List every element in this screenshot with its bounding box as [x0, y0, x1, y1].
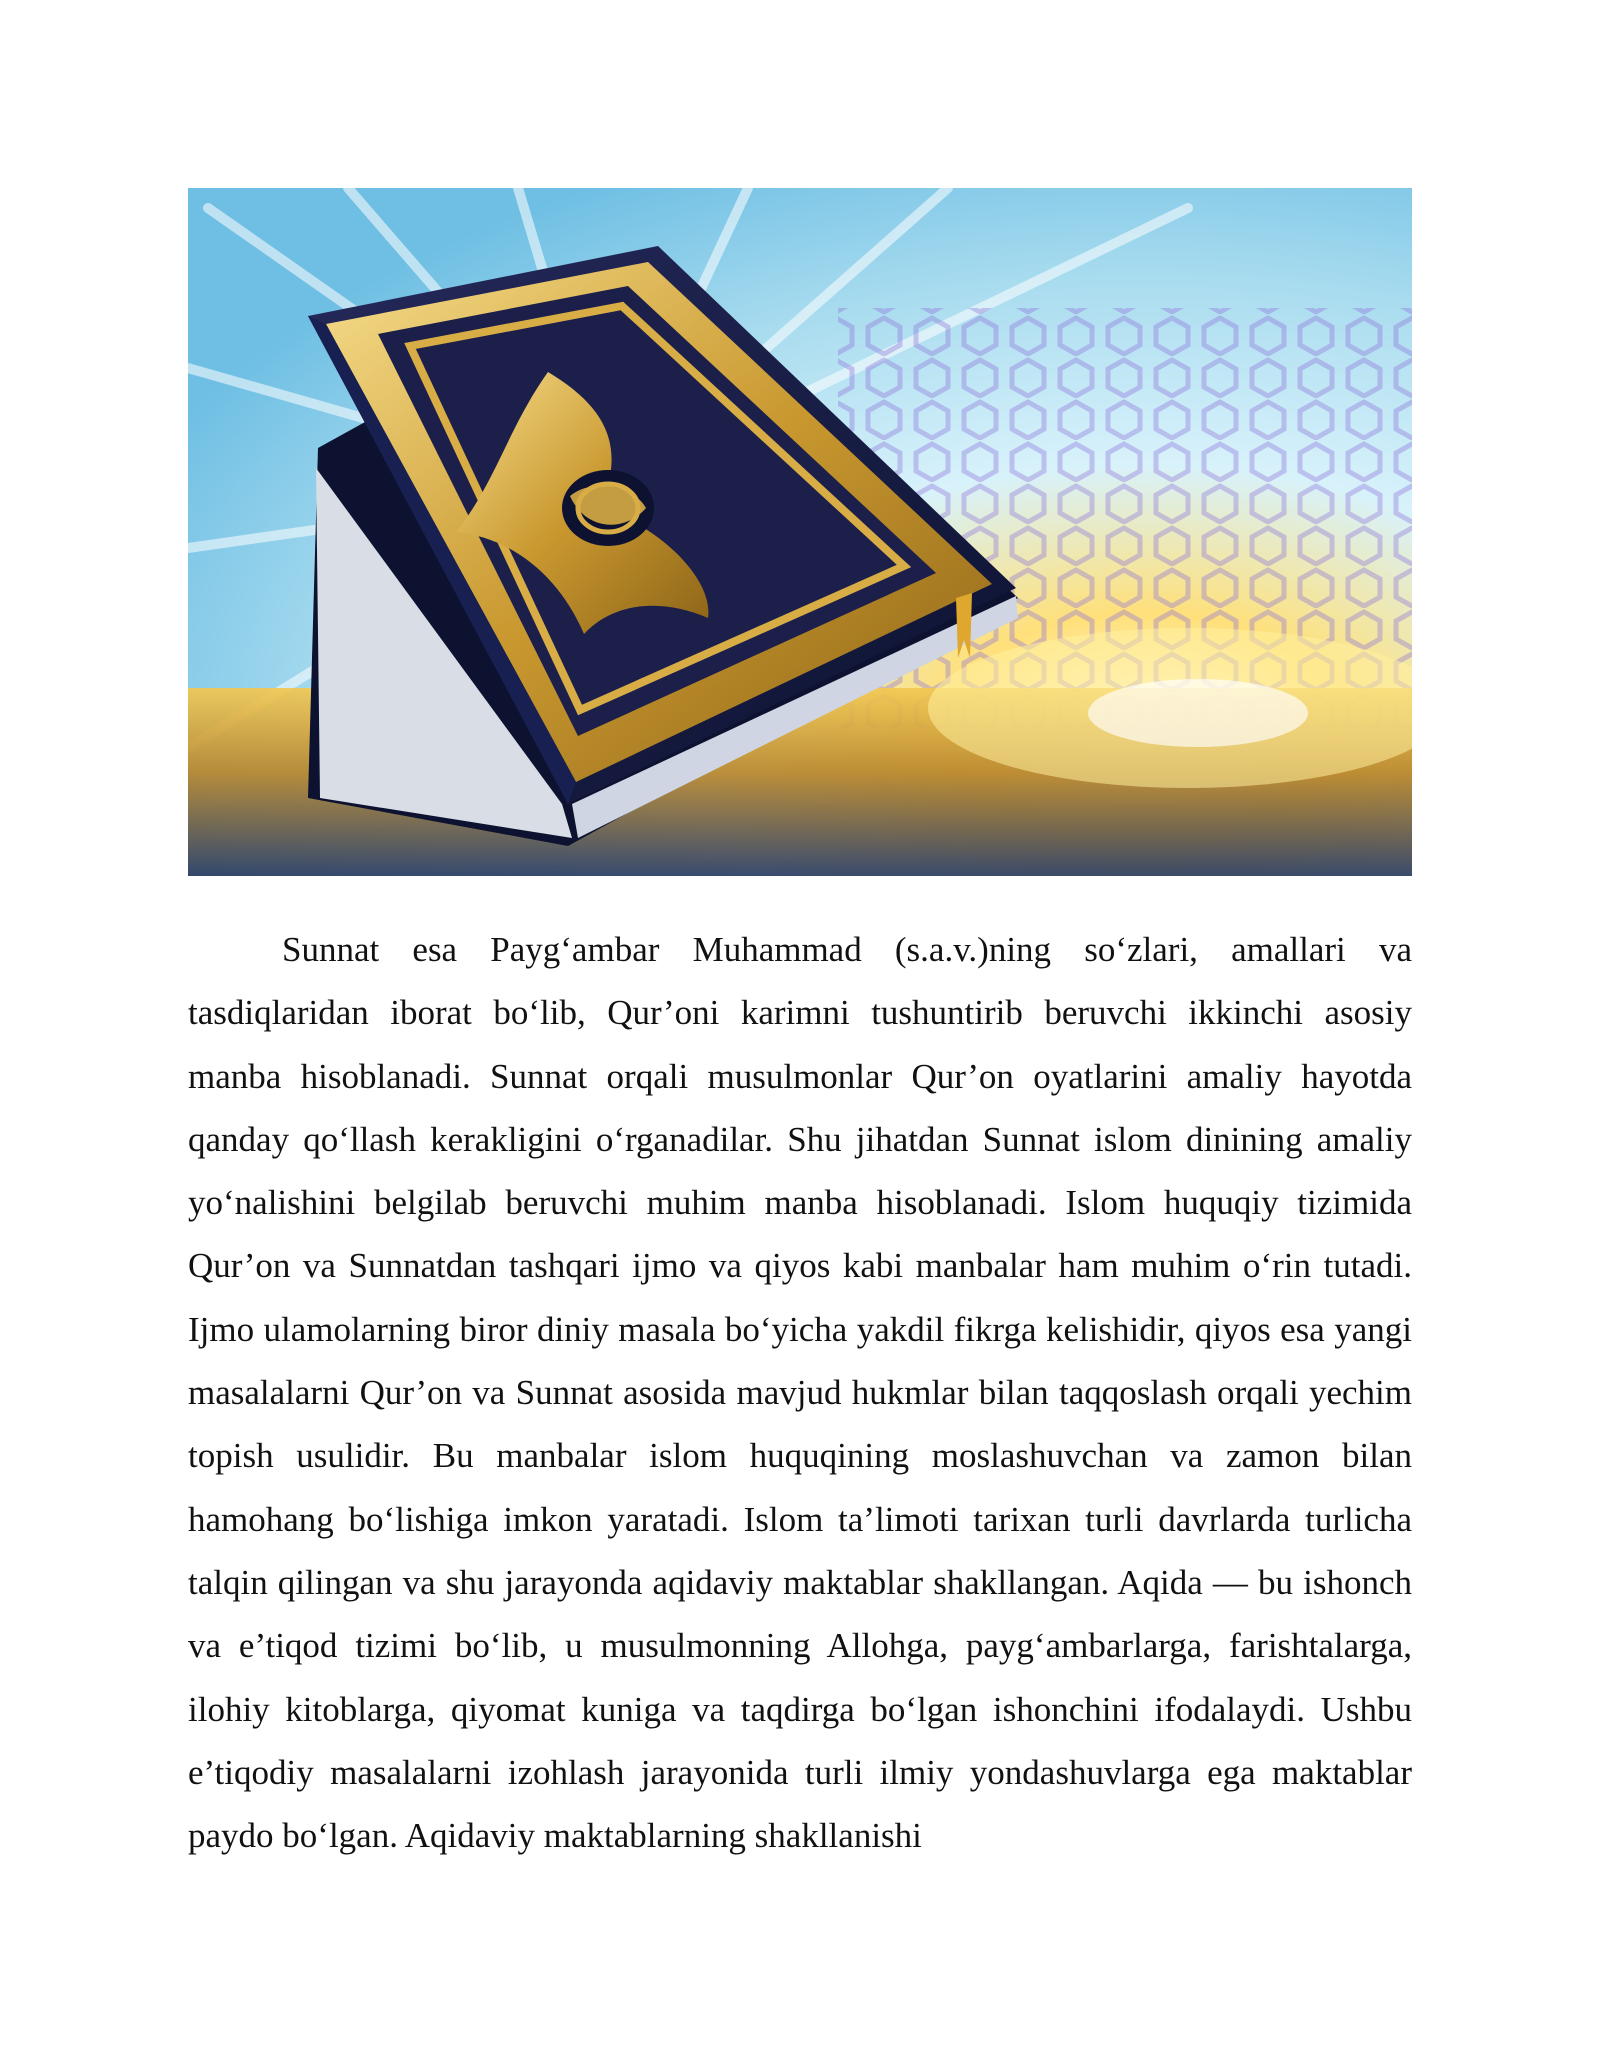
body-paragraph: Sunnat esa Payg‘ambar Muhammad (s.a.v.)ning so‘zlari, amallari va tasdiqlaridan iborat bo‘lib, Qur’oni karimni tushuntirib beruvchi ikkinchi asosiy manba hisoblanadi. Sunnat orqali musulmonlar Qur’on oyatlarini amaliy hayotda qanday qo‘llash kerakligini o‘rganadilar. Shu jihatdan Sunnat islom dinining amaliy yo‘nalishini belgilab beruvchi muhim manba hisoblanadi. Islom huquqiy tizimida Qur’on va Sunnatdan tashqari ijmo va qiyos kabi manbalar ham muhim o‘rin tutadi. Ijmo ulamolarning biror diniy masala bo‘yicha yakdil fikrga kelishidir, qiyos esa yangi masalalarni Qur’on va Sunnat asosida mavjud hukmlar bilan taqqoslash orqali yechim topish usulidir. Bu manbalar islom huquqining moslashuvchan va zamon bilan hamohang bo‘lishiga imkon yaratadi. Islom ta’limoti tarixan turli davrlarda turlicha talqin qilingan va shu jarayonda aqidaviy maktablar shakllangan. Aqida — bu ishonch va e’tiqod tizimi bo‘lib, u musulmonning Allohga, payg‘ambarlarga, farishtalarga, ilohiy kitoblarga, qiyomat kuniga va taqdirga bo‘lgan ishonchini ifodalaydi. Ushbu e’tiqodiy masalalarni izohlash jarayonida turli ilmiy yondashuvlarga ega maktablar paydo bo‘lgan. Aqidaviy maktablarning shakllanishi	[188, 930, 1412, 1856]
quran-book-illustration	[188, 188, 1412, 876]
quran-book-icon	[188, 188, 1412, 876]
